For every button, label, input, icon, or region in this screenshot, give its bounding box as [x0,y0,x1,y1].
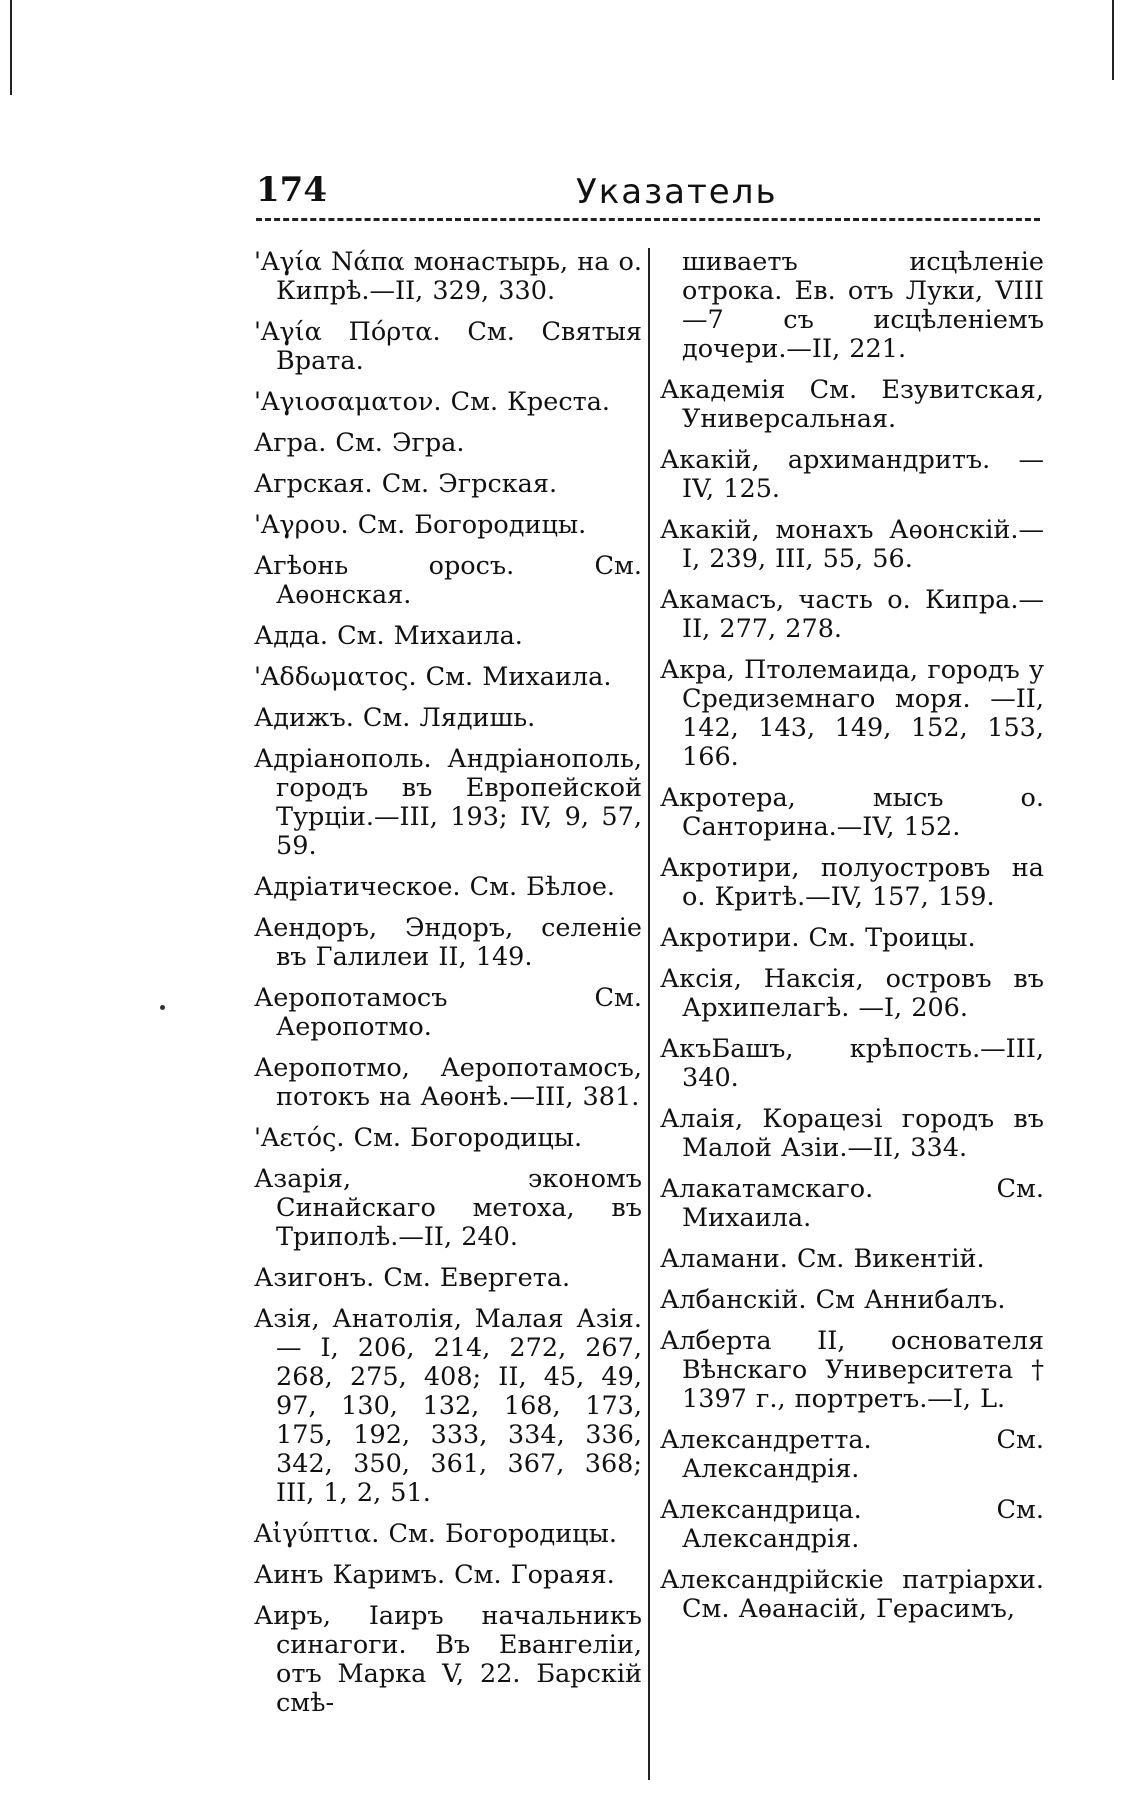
index-entry: 'Αδδωματος. См. Михаила. [254,662,612,692]
index-entry: Азарія, экономъ Синайскаго метоха, въ Триполѣ.—II, 240. [254,1164,642,1252]
index-entry: Αἰγύπτια. См. Богородицы. [254,1519,617,1549]
index-entry: 'Αετός. См. Богородицы. [254,1123,583,1153]
index-entry: Адріанополь. Андріанополь, городъ въ Европейской Турціи.—III, 193; IV, 9, 57, 59. [254,744,642,861]
index-entry: Азія, Анатолія, Малая Азія.— I, 206, 214, 272, 267, 268, 275, 408; II, 45, 49, 97, 130, 132, 168, 173, 175, 192, 333, 334, 336, 342, 350, 361, 367, 368; III, 1, 2, 51. [254,1304,642,1508]
index-entry: 'Αγία Νάπα монастырь, на о. Кипрѣ.—II, 329, 330. [254,247,642,306]
index-entry: Агѣонь оросъ. См. Аѳонская. [254,551,642,610]
index-entry: Алаія, Корацезі городъ въ Малой Азіи.—II, 334. [660,1104,1044,1163]
index-column-right [660,248,1044,1636]
index-entry: Акротера, мысъ о. Санторина.—IV, 152. [660,783,1044,842]
page-number: 174 [256,170,327,210]
index-entry: Аламани. См. Викентій. [660,1244,985,1274]
index-entry: Акакій, монахъ Аѳонскій.— I, 239, III, 55, 56. [660,515,1044,574]
index-entry: Аендоръ, Эндоръ, селеніе въ Галилеи II, 149. [254,913,642,972]
index-entry: Азигонъ. См. Евергета. [254,1263,571,1293]
page-header [256,170,1040,220]
index-entry: Акротири. См. Троицы. [660,923,976,953]
index-entry: 'Αγιοσαματον. См. Креста. [254,387,611,417]
index-entry: Адріатическое. См. Бѣлое. [254,872,616,902]
index-entry: Акротири, полуостровъ на о. Критѣ.—IV, 157, 159. [660,853,1044,912]
index-entry: Аиръ, Іаиръ начальникъ синагоги. Въ Евангеліи, отъ Марка V, 22. Барскій смѣ- [254,1601,642,1718]
index-entry: Адижъ. См. Лядишь. [254,703,536,733]
index-entry: Аксія, Наксія, островъ въ Архипелагѣ. —I, 206. [660,964,1044,1023]
index-entry: Акра, Птолемаида, городъ у Средиземнаго моря. —II, 142, 143, 149, 152, 153, 166. [660,655,1044,772]
index-entry: Алакатамскаго. См. Михаила. [660,1174,1044,1233]
index-entry: Аеропотамосъ См. Аеропотмо. [254,983,642,1042]
scan-edge-right [1112,0,1114,80]
scan-speck [160,1005,165,1010]
index-entry: Александрійскіе патріархи. См. Аѳанасій, Герасимъ, [660,1565,1044,1624]
index-entry: 'Αγρου. См. Богородицы. [254,510,587,540]
running-title: Указатель [576,172,778,212]
index-entry-continuation: шиваетъ исцѣленіе отрока. Ев. отъ Луки, VIII—7 съ исцѣленіемъ дочери.—II, 221. [682,247,1044,364]
index-entry: Алберта II, основателя Вѣнскаго Университета † 1397 г., портретъ.—I, L. [660,1326,1044,1414]
index-entry: Аинъ Каримъ. См. Гораяя. [254,1560,615,1590]
index-entry: Аеропотмо, Аеропотамосъ, потокъ на Аѳонѣ.—III, 381. [254,1053,642,1112]
index-entry: Акамасъ, часть о. Кипра.— II, 277, 278. [660,585,1044,644]
index-column-left [254,248,642,1730]
index-entry: Александрица. См. Александрія. [660,1495,1044,1554]
scan-edge-left [10,0,12,95]
index-entry: Агрская. См. Эгрская. [254,469,558,499]
index-entry: Албанскій. См Аннибалъ. [660,1285,1006,1315]
column-divider [648,248,650,1780]
index-entry: Академія См. Езувитская, Универсальная. [660,375,1044,434]
index-entry: Акакій, архимандритъ. — IV, 125. [660,445,1044,504]
header-rule [256,218,1040,221]
index-entry: Адда. См. Михаила. [254,621,523,651]
index-entry: 'Αγία Πόρτα. См. Святыя Врата. [254,317,642,376]
index-entry: Агра. См. Эгра. [254,428,465,458]
index-entry: Александретта. См. Александрія. [660,1425,1044,1484]
index-entry: АкъБашъ, крѣпость.—III, 340. [660,1034,1044,1093]
